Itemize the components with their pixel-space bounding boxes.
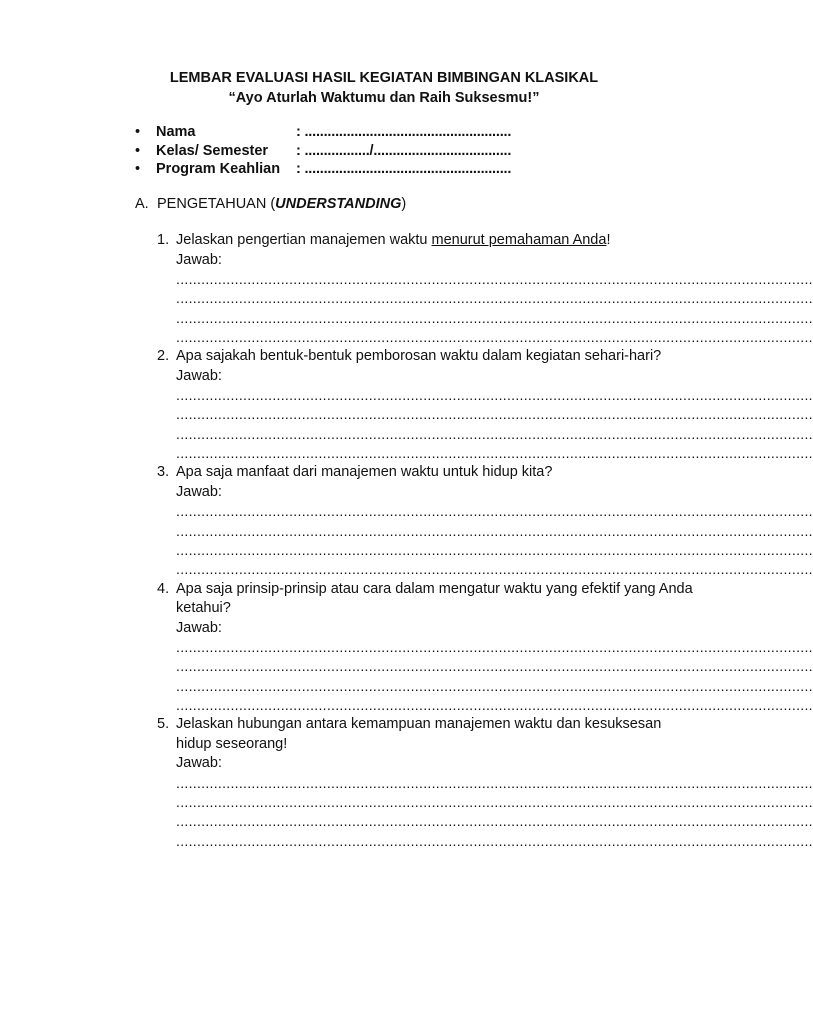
question-item	[157, 463, 813, 579]
identity-row-kelas	[135, 142, 511, 161]
kelas-semester-label: Kelas/ Semester	[156, 142, 269, 159]
answer-label: Jawab:	[176, 755, 222, 772]
answer-line[interactable]: ........................................................................................................................................................	[176, 290, 813, 307]
answer-label: Jawab:	[176, 251, 222, 268]
question-text-end: !	[606, 232, 611, 248]
question-text-main: Apa sajakah bentuk-bentuk pemborosan waktu dalam kegiatan sehari-hari?	[176, 348, 662, 365]
nama-label: Nama	[156, 124, 196, 140]
answer-line[interactable]: ........................................................................................................................................................	[176, 387, 813, 404]
identity-row-program	[135, 160, 511, 179]
answer-line[interactable]: ........................................................................................................................................................	[176, 561, 813, 578]
question-list	[157, 231, 813, 851]
answer-label: Jawab:	[176, 483, 222, 500]
answer-line[interactable]: ........................................................................................................................................................	[176, 503, 813, 520]
question-text	[176, 231, 696, 251]
answer-line[interactable]: ........................................................................................................................................................	[176, 658, 813, 675]
answer-line[interactable]: ........................................................................................................................................................	[176, 794, 813, 811]
section-title-suffix: )	[401, 196, 407, 212]
answer-line[interactable]: ........................................................................................................................................................	[176, 677, 813, 694]
question-item	[157, 580, 813, 716]
question-text	[176, 463, 696, 483]
answer-area	[176, 251, 813, 348]
section-heading	[135, 196, 406, 212]
question-number: 1.	[157, 232, 170, 248]
question-prompt	[157, 347, 697, 367]
answer-line[interactable]: ........................................................................................................................................................	[176, 774, 813, 791]
answer-line[interactable]: ........................................................................................................................................................	[176, 328, 813, 345]
answer-label: Jawab:	[176, 619, 222, 636]
answer-line[interactable]: ........................................................................................................................................................	[176, 522, 813, 539]
document-header	[0, 68, 768, 108]
answer-line[interactable]: ........................................................................................................................................................	[176, 639, 813, 656]
document-title: LEMBAR EVALUASI HASIL KEGIATAN BIMBINGAN KLASIKAL	[169, 70, 599, 86]
program-keahlian-label: Program Keahlian	[156, 161, 281, 177]
question-text-main: Apa saja manfaat dari manajemen waktu untuk hidup kita?	[176, 464, 553, 481]
question-number: 2.	[157, 348, 170, 365]
kelas-semester-field[interactable]: : ................./....................................	[296, 142, 512, 159]
program-keahlian-field[interactable]: : ......................................................	[296, 161, 512, 177]
bullet-icon: •	[135, 161, 141, 177]
question-prompt	[157, 463, 697, 483]
question-prompt	[157, 231, 697, 251]
question-item	[157, 715, 813, 851]
question-text-main: Apa saja prinsip-prinsip atau cara dalam mengatur waktu yang efektif yang Anda ketahui?	[176, 580, 693, 617]
answer-area	[176, 754, 813, 851]
question-number: 3.	[157, 464, 170, 481]
question-number: 4.	[157, 580, 170, 597]
answer-line[interactable]: ........................................................................................................................................................	[176, 813, 813, 830]
answer-line[interactable]: ........................................................................................................................................................	[176, 271, 813, 287]
question-text	[176, 715, 696, 754]
bullet-icon: •	[135, 142, 141, 159]
document-subtitle: “Ayo Aturlah Waktumu dan Raih Suksesmu!”	[228, 90, 540, 106]
bullet-icon: •	[135, 124, 141, 140]
answer-line[interactable]: ........................................................................................................................................................	[176, 832, 813, 849]
answer-area	[176, 367, 813, 464]
question-item	[157, 347, 813, 463]
answer-line[interactable]: ........................................................................................................................................................	[176, 696, 813, 713]
question-item	[157, 231, 813, 347]
answer-area	[176, 483, 813, 580]
question-number: 5.	[157, 716, 170, 733]
answer-line[interactable]: ........................................................................................................................................................	[176, 425, 813, 442]
answer-line[interactable]: ........................................................................................................................................................	[176, 445, 813, 462]
question-text-main: Jelaskan pengertian manajemen waktu	[176, 232, 432, 248]
section-title-italic: UNDERSTANDING	[275, 196, 402, 212]
section-title-prefix: PENGETAHUAN (	[157, 196, 276, 212]
answer-line[interactable]: ........................................................................................................................................................	[176, 541, 813, 558]
question-text-main: Jelaskan hubungan antara kemampuan manajemen waktu dan kesuksesan hidup seseorang!	[176, 716, 662, 752]
nama-field[interactable]: : ......................................................	[296, 124, 512, 140]
question-text-underlined: menurut pemahaman Anda	[431, 232, 607, 248]
identity-row-nama	[135, 123, 511, 142]
answer-area	[176, 619, 813, 716]
student-identity-block	[135, 123, 511, 179]
question-text	[176, 580, 696, 619]
section-letter: A.	[135, 196, 149, 212]
question-text	[176, 347, 696, 367]
answer-line[interactable]: ........................................................................................................................................................	[176, 406, 813, 423]
answer-label: Jawab:	[176, 367, 222, 384]
question-prompt	[157, 580, 697, 619]
answer-line[interactable]: ........................................................................................................................................................	[176, 309, 813, 326]
question-prompt	[157, 715, 697, 754]
